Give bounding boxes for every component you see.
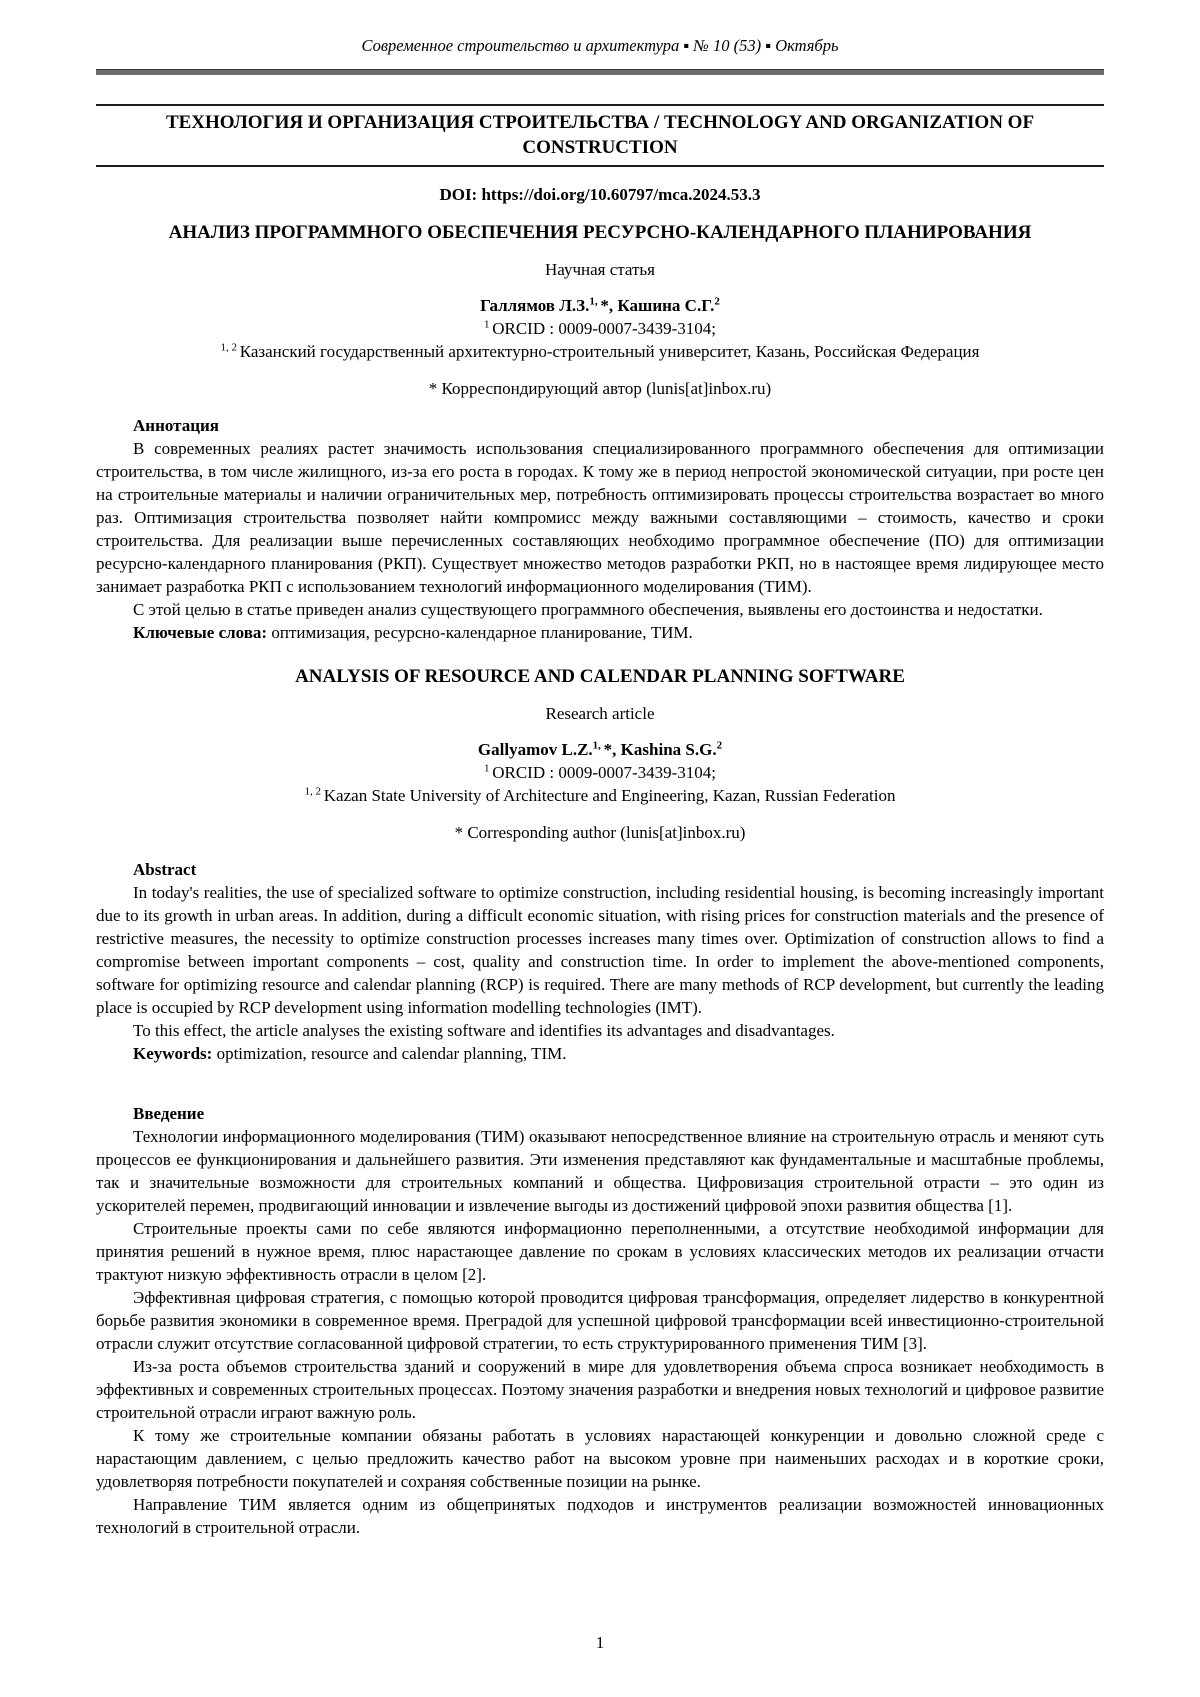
orcid-value-en: ORCID : 0009-0007-3439-3104; [492, 763, 717, 782]
introduction-paragraph-4: Из-за роста объемов строительства зданий и сооружений в мире для удовлетворения объема спроса возникает необходимость в эффективных и современных строительных процессах. Поэтому значения разработки и внедрения новых технологий и цифровое развитие строительной отрасли играют важную роль. [96, 1357, 1104, 1422]
orcid-superscript-ru: 1 [483, 318, 493, 331]
section-rule-bottom [96, 165, 1104, 167]
affiliation-superscript-en: 1, 2 [304, 785, 324, 798]
corresponding-author-ru: * Корреспондирующий автор (lunis[at]inbox.ru) [428, 379, 772, 398]
keywords-line-ru [96, 621, 1104, 644]
abstract-paragraph-en-1: In today's realities, the use of specialized software to optimize construction, including residential housing, is becoming increasingly important due to its growth in urban areas. In addition, during a difficult economic situation, with rising prices for construction materials and the presence of restrictive measures, the necessity to optimize construction processes increases many times over. Optimization of construction allows to find a compromise between important components – cost, quality and construction time. In order to implement the above-mentioned components, software for optimizing resource and calendar planning (RCP) is required. There are many methods of RCP development, but currently the leading place is occupied by RCP development using information modelling technologies (IMT). [96, 883, 1104, 1017]
corresponding-star-en: * [603, 740, 613, 759]
authors-ru [96, 295, 1104, 317]
keywords-value-ru: оптимизация, ресурсно-календарное планирование, ТИМ. [271, 623, 693, 642]
affiliation-line-en [96, 784, 1104, 807]
author-en-1-superscript: 1, [592, 739, 604, 752]
abstract-paragraph-ru-1: В современных реалиях растет значимость использования специализированного программного обеспечения для оптимизации строительства, в том числе жилищного, из-за его роста в городах. К тому же в период непростой экономической ситуации, при росте цен на строительные материалы и наличии ограничительных мер, потребность оптимизировать процессы строительства возрастает во много раз. Оптимизация строительства позволяет найти компромисс между важными составляющими – стоимость, качество и сроки строительства. Для реализации выше перечисленных составляющих необходимо программное обеспечение (ПО) для оптимизации ресурсно-календарного планирования (РКП). Существует множество методов разработки РКП, но в настоящее время лидирующее место занимает разработка РКП с использованием технологий информационного моделирования (ТИМ). [96, 439, 1104, 596]
keywords-value-en: optimization, resource and calendar planning, TIM. [216, 1044, 567, 1063]
introduction-heading: Введение [133, 1104, 205, 1123]
introduction-paragraph-3: Эффективная цифровая стратегия, с помощью которой проводится цифровая трансформация, определяет лидерство в конкурентной борьбе развития экономики в современное время. Преградой для успешной цифровой трансформации всей инвестиционно-строительной отрасли служит отсутствие согласованной цифровой стратегии, то есть структурированного применения ТИМ [3]. [96, 1288, 1104, 1353]
section-rule-top [96, 104, 1104, 106]
affiliation-superscript-ru: 1, 2 [220, 341, 240, 354]
abstract-heading-en: Abstract [133, 860, 197, 879]
introduction-paragraph-1: Технологии информационного моделирования (ТИМ) оказывают непосредственное влияние на строительную отрасль и меняют суть процессов ее функционирования и дальнейшего развития. Эти изменения представляют как фундаментальные и масштабные проблемы, так и значительные возможности для строительных компаний и общества. Цифровизация строительной отрасти – это один из ускорителей перемен, продвигающий инновации и извлечение выгоды из достижений цифровой эпохи развития общества [1]. [96, 1127, 1104, 1215]
section-heading: ТЕХНОЛОГИЯ И ОРГАНИЗАЦИЯ СТРОИТЕЛЬСТВА / TECHNOLOGY AND ORGANIZATION OF CONSTRUCTION [165, 112, 1035, 158]
author-en-1: Gallyamov L.Z. [477, 740, 593, 759]
abstract-paragraph-en-2: To this effect, the article analyses the existing software and identifies its advantages and disadvantages. [133, 1021, 835, 1040]
header-rule-thick [96, 69, 1104, 75]
keywords-line-en [96, 1042, 1104, 1065]
keywords-label-en: Keywords: [133, 1044, 217, 1063]
abstract-paragraph-ru-2: С этой целью в статье приведен анализ существующего программного обеспечения, выявлены его достоинства и недостатки. [133, 600, 1043, 619]
introduction-paragraph-2: Строительные проекты сами по себе являются информационно переполненными, а отсутствие необходимой информации для принятия решений в нужное время, плюс нарастающее давление по срокам в условиях классических методов их реализации отчасти трактуют низкую эффективность отрасли в целом [2]. [96, 1219, 1104, 1284]
authors-en [96, 739, 1104, 761]
introduction-paragraph-5: К тому же строительные компании обязаны работать в условиях нарастающей конкуренции и довольно сложной среде с нарастающим давлением, с целью предложить качество работ на высоком уровне при наименьших расходах и в короткие сроки, удовлетворяя потребности покупателей и сохраняя собственные позиции на рынке. [96, 1426, 1104, 1491]
introduction-paragraph-6: Направление ТИМ является одним из общепринятых подходов и инструментов реализации возможностей инновационных технологий в строительной отрасли. [96, 1495, 1104, 1537]
orcid-value-ru: ORCID : 0009-0007-3439-3104; [492, 319, 717, 338]
keywords-label-ru: Ключевые слова: [133, 623, 272, 642]
author-ru-2-superscript: 2 [714, 295, 720, 308]
author-en-2-superscript: 2 [716, 739, 723, 752]
page-number: 1 [595, 1633, 605, 1652]
author-ru-1-superscript: 1, [589, 295, 601, 308]
affiliation-value-en: Kazan State University of Architecture and Engineering, Kazan, Russian Federation [323, 786, 896, 805]
affiliation-line-ru [96, 340, 1104, 363]
corresponding-star-ru: * [600, 296, 609, 315]
corresponding-author-en: * Corresponding author (lunis[at]inbox.ru) [454, 823, 746, 842]
author-ru-1: Галлямов Л.З. [480, 296, 590, 315]
doi-line: DOI: https://doi.org/10.60797/mca.2024.53.3 [439, 185, 761, 204]
author-en-2: , Kashina S.G. [612, 740, 717, 759]
article-type-en: Research article [545, 704, 655, 723]
article-type-ru: Научная статья [544, 260, 655, 279]
article-title-ru: АНАЛИЗ ПРОГРАММНОГО ОБЕСПЕЧЕНИЯ РЕСУРСНО-КАЛЕНДАРНОГО ПЛАНИРОВАНИЯ [168, 222, 1032, 243]
orcid-line-en [96, 761, 1104, 784]
orcid-superscript-en: 1 [483, 762, 493, 775]
article-title-en: ANALYSIS OF RESOURCE AND CALENDAR PLANNING SOFTWARE [295, 666, 905, 687]
journal-running-head: Современное строительство и архитектура ▪ № 10 (53) ▪ Октябрь [361, 36, 839, 55]
orcid-line-ru [96, 317, 1104, 340]
abstract-heading-ru: Аннотация [133, 416, 219, 435]
author-ru-2: , Кашина С.Г. [608, 296, 715, 315]
affiliation-value-ru: Казанский государственный архитектурно-строительный университет, Казань, Российская Федерация [239, 342, 980, 361]
